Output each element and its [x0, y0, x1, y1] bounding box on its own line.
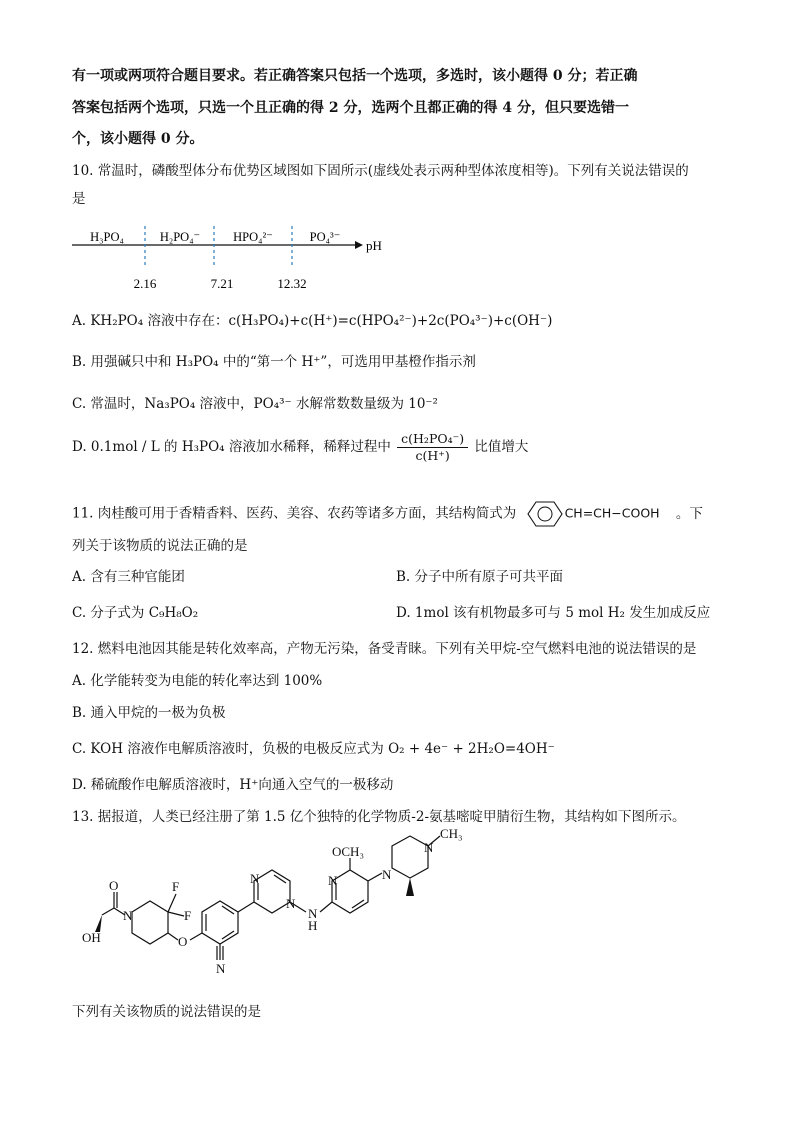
- atom-ch3: CH₃: [440, 828, 463, 841]
- cinnamic-acid-side-chain: CH=CH−COOH: [564, 505, 660, 521]
- atom-oh: OH: [82, 930, 101, 945]
- atom-n-nitrile: N: [216, 961, 226, 976]
- q10-option-d-prefix: D. 0.1mol / L 的 H₃PO₄ 溶液加水稀释，稀释过程中: [72, 439, 391, 455]
- atom-n-pyridine: N: [328, 873, 338, 888]
- q11-stem-prefix: 11. 肉桂酸可用于香精香料、医药、美容、农药等诸多方面，其结构简式为: [72, 505, 517, 522]
- q10-stem-line-1: 10. 常温时，磷酸型体分布优势区域图如下固所示(虚线处表示两种型体浓度相等)。下列有关说法错误的: [72, 163, 689, 179]
- fraction-numerator: c(H₂PO₄⁻): [397, 431, 468, 448]
- atom-h-amine: H: [308, 918, 318, 933]
- atom-n-piperazine-1: N: [382, 867, 392, 882]
- q10-option-a: A. KH₂PO₄ 溶液中存在：c(H₃PO₄)+c(H⁺)=c(HPO₄²⁻)+2c(PO₄³⁻)+c(OH⁻): [72, 313, 553, 329]
- benzene-ring-icon: [527, 500, 563, 528]
- q10-option-d: [72, 430, 528, 464]
- atom-n-piperidine: N: [123, 908, 133, 923]
- q11-option-c: C. 分子式为 C₉H₈O₂: [72, 605, 199, 621]
- atom-o-ether: O: [178, 934, 188, 949]
- atom-n-pyrimidine-1: N: [250, 871, 260, 886]
- q12-option-b: B. 通入甲烷的一极为负极: [72, 705, 226, 721]
- q11-option-d: D. 1mol 该有机物最多可与 5 mol H₂ 发生加成反应: [396, 605, 711, 621]
- species-hpo4: HPO₄²⁻: [233, 230, 273, 244]
- atom-n-pyrimidine-2: N: [286, 896, 296, 911]
- atom-n-amine: N: [308, 906, 318, 921]
- instruction-line-3: 个，该小题得 0 分。: [72, 131, 204, 147]
- atom-n-piperazine-2: N: [424, 840, 434, 855]
- q10-option-b: B. 用强碱只中和 H₃PO₄ 中的“第一个 H⁺”，可选用甲基橙作指示剂: [72, 354, 476, 370]
- q11-option-a: A. 含有三种官能团: [72, 569, 185, 585]
- fraction-denominator: c(H⁺): [415, 448, 450, 463]
- q12-stem: 12. 燃料电池因其能是转化效率高，产物无污染，备受青睐。下列有关甲烷-空气燃料电池的说法错误的是: [72, 641, 697, 657]
- pka-value-3: 12.32: [277, 276, 307, 291]
- species-h3po4: H₃PO₄: [90, 230, 124, 244]
- atom-o-carbonyl: O: [109, 878, 119, 893]
- arrow-head-icon: [355, 241, 363, 249]
- species-po4: PO₄³⁻: [309, 230, 341, 244]
- q10-option-d-suffix: 比值增大: [474, 439, 529, 455]
- instruction-line-2: 答案包括两个选项，只选一个且正确的得 2 分，选两个且都正确的得 4 分，但只要选错一: [72, 100, 629, 116]
- instruction-line-1: 有一项或两项符合题目要求。若正确答案只包括一个选项，多选时，该小题得 0 分；若正确: [72, 68, 638, 84]
- ph-axis-label: pH: [366, 238, 382, 253]
- q12-option-c: C. KOH 溶液作电解质溶液时，负极的电极反应式为 O₂ + 4e⁻ + 2H₂O=4OH⁻: [72, 741, 555, 757]
- q10-option-d-fraction: [397, 431, 468, 464]
- atom-och3: OCH₃: [332, 844, 364, 859]
- q12-option-d: D. 稀硫酸作电解质溶液时，H⁺向通入空气的一极移动: [72, 777, 394, 793]
- q10-option-c: C. 常温时，Na₃PO₄ 溶液中，PO₄³⁻ 水解常数数量级为 10⁻²: [72, 396, 438, 412]
- molecule-structure: [70, 828, 490, 1000]
- q10-stem-line-2: 是: [72, 191, 86, 207]
- q13-stem: 13. 据报道，人类已经注册了第 1.5 亿个独特的化学物质-2-氨基嘧啶甲腈衍生物，其结构如下图所示。: [72, 809, 686, 825]
- atom-f-2: F: [184, 908, 192, 923]
- phosphate-distribution-diagram: [70, 222, 400, 294]
- q11-stem-suffix: 。下: [675, 505, 703, 522]
- q12-option-a: A. 化学能转变为电能的转化率达到 100%: [72, 673, 323, 689]
- q11-stem-line-1: [72, 500, 703, 528]
- q11-stem-line-2: 列关于该物质的说法正确的是: [72, 538, 248, 554]
- atom-f-1: F: [172, 879, 180, 894]
- species-h2po4: H₂PO₄⁻: [159, 230, 201, 244]
- pka-value-2: 7.21: [210, 276, 234, 291]
- pka-value-1: 2.16: [133, 276, 157, 291]
- q13-followup: 下列有关该物质的说法错误的是: [72, 1004, 261, 1020]
- q11-option-b: B. 分子中所有原子可共平面: [396, 569, 564, 585]
